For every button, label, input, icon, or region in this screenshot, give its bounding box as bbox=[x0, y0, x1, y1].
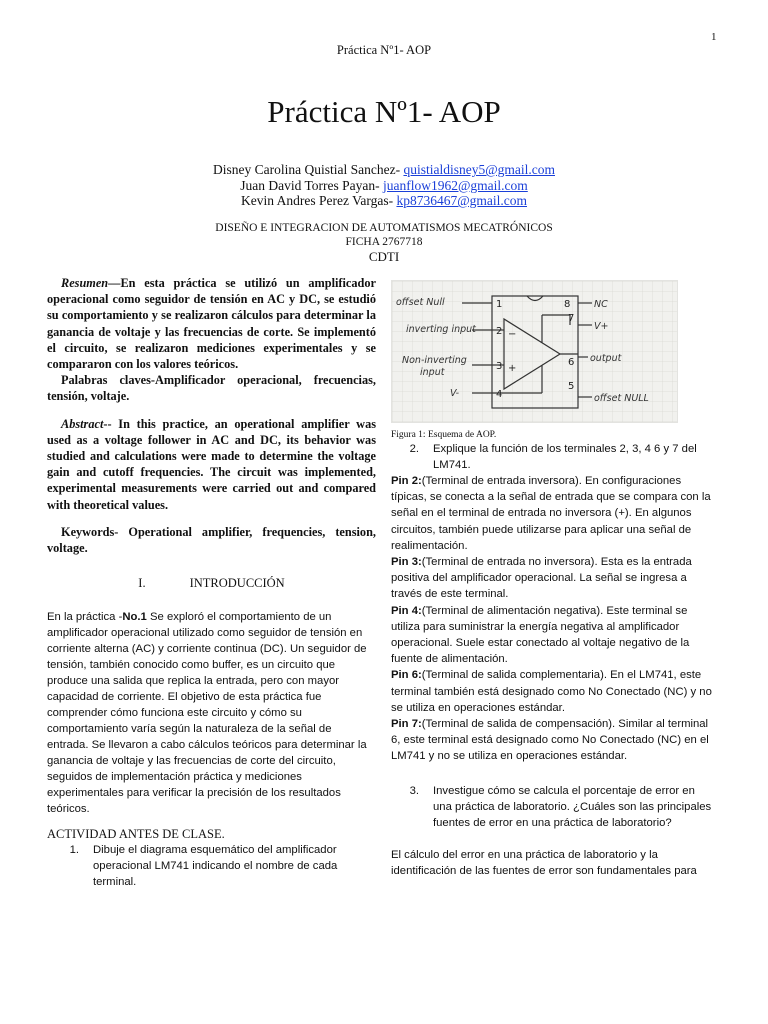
plus-sign: + bbox=[508, 363, 517, 374]
institution: CDTI bbox=[368, 249, 400, 264]
pin-6-number: 6 bbox=[568, 357, 575, 368]
pin-1-number: 1 bbox=[496, 299, 503, 310]
paper-title: Práctica Nº1- AOP bbox=[267, 94, 501, 129]
pin-7-number: 7 bbox=[568, 313, 575, 324]
pin-description: Pin 3:(Terminal de entrada no inversora). Esta es la entrada positiva del amplificador operacional. La señal se ingresa a través de este terminal. bbox=[391, 556, 692, 601]
pin-8-number: 8 bbox=[564, 299, 571, 310]
pin-description: Pin 2:(Terminal de entrada inversora). En configuraciones típicas, se conecta a la señal de entrada que se compara con la señal en el terminal de entrada no inversora (+). En algunos circuitos, también puede utilizarse para aplicar una señal de realimentación. bbox=[391, 475, 711, 552]
keywords: Keywords- Operational amplifier, frequencies, tension, voltage. bbox=[47, 524, 376, 556]
label-nc: NC bbox=[594, 299, 608, 310]
running-header: Práctica Nº1- AOP bbox=[336, 43, 432, 57]
right-column bbox=[391, 280, 715, 879]
label-offset-null-left: offset Null bbox=[396, 297, 445, 308]
label-inverting-input: inverting input bbox=[406, 324, 476, 335]
label-v-minus: V- bbox=[450, 388, 460, 399]
author-line: Disney Carolina Quistial Sanchez- quistialdisney5@gmail.com bbox=[213, 162, 555, 177]
label-non-inverting-input: input bbox=[420, 367, 445, 378]
affiliation bbox=[0, 222, 768, 264]
resumen-paragraph: Resumen—En esta práctica se utilizó un amplificador operacional como seguidor de tensión en AC y DC, se estudió su comportamiento y se realizaron cálculos para determinar la ganancia de voltaje y las frecuencias de corte. Se implementó el circuito, se realizaron mediciones experimentales y se compararon con los valores teóricos. bbox=[47, 276, 376, 372]
page-number: 1 bbox=[711, 31, 717, 43]
pin-description: Pin 7:(Terminal de salida de compensación). Similar al terminal 6, este terminal está designado como No Conectado (NC) en el LM741 y no se utiliza en operaciones estándar. bbox=[391, 718, 709, 763]
label-non-inverting: Non-inverting bbox=[402, 355, 467, 366]
activity-heading: ACTIVIDAD ANTES DE CLASE. bbox=[47, 827, 225, 842]
resumen-label: Resumen bbox=[61, 276, 109, 290]
pin-description: Pin 6:(Terminal de salida complementaria). En el LM741, este terminal también está designado como No Conectado (NC) y no se utiliza en operaciones estándar. bbox=[391, 669, 712, 714]
palabras-claves: Palabras claves-Amplificador operacional, frecuencias, tensión, voltaje. bbox=[47, 373, 376, 404]
abstract-label: Abstract bbox=[61, 416, 104, 431]
author-line: Kevin Andres Perez Vargas- kp8736467@gmail.com bbox=[240, 193, 527, 208]
intro-paragraph: En la práctica -No.1 Se exploró el comportamiento de un amplificador operacional utilizado como seguidor de tensión en corriente alterna (AC) y corriente continua (DC). Un seguidor de tensión, también conocido como buffer, es un circuito que produce una salida que replica la entrada, pero con mayor capacidad de corriente. El objetivo de esta práctica fue comprender cómo funciona este circuito y cómo su comportamiento varía según la naturaleza de la señal de entrada. Se llevaron a cabo cálculos teóricos para determinar la ganancia de voltaje y las frecuencias de corte del circuito, seguidos de implementación práctica y mediciones experimentales para verificar la precisión de los resultados teóricos. bbox=[47, 611, 367, 816]
figure-caption: Figura 1: Esquema de AOP. bbox=[391, 430, 497, 440]
abstract-paragraph: Abstract-- In this practice, an operational amplifier was used as a voltage follower in AC and DC, its behavior was studied and calculations were made to determine the voltage gain and cutoff frequencies. The circuit was implemented, experimental measurements were carried out and compared with theoretical values. bbox=[47, 416, 376, 512]
author-email-link[interactable]: kp8736467@gmail.com bbox=[396, 193, 527, 208]
label-v-plus: V+ bbox=[594, 321, 609, 332]
pin-description: Pin 4:(Terminal de alimentación negativa). Este terminal se utiliza para suministrar la energía negativa al amplificador operacional. Suele estar conectado al voltaje negativo de la fuente de alimentación. bbox=[391, 604, 690, 666]
minus-sign: − bbox=[508, 329, 517, 340]
pin-4-number: 4 bbox=[496, 389, 503, 400]
course-name: DISEÑO E INTEGRACION DE AUTOMATISMOS MECATRÓNICOS bbox=[215, 222, 553, 234]
label-output: output bbox=[590, 353, 622, 364]
aop-schematic-figure bbox=[391, 280, 678, 423]
author-email-link[interactable]: juanflow1962@gmail.com bbox=[382, 177, 528, 193]
list-item: 1. Dibuje el diagrama esquemático del amplificador operacional LM741 indicando el nombre de cada terminal. bbox=[69, 844, 338, 889]
section-heading: I. INTRODUCCIÓN bbox=[138, 576, 285, 591]
author-list bbox=[0, 162, 768, 209]
pin-5-number: 5 bbox=[568, 381, 575, 392]
error-paragraph: El cálculo del error en una práctica de laboratorio y la identificación de las fuentes de error son fundamentales para bbox=[391, 848, 697, 877]
pin-3-number: 3 bbox=[496, 361, 503, 372]
list-item: 3. Investigue cómo se calcula el porcentaje de error en una práctica de laboratorio. ¿Cuáles son las principales fuentes de error en una práctica de laboratorio? bbox=[409, 784, 712, 829]
ficha: FICHA 2767718 bbox=[345, 235, 423, 248]
author-email-link[interactable]: quistialdisney5@gmail.com bbox=[403, 162, 555, 177]
author-line: Juan David Torres Payan- juanflow1962@gmail.com bbox=[240, 177, 528, 193]
list-item: 2. Explique la función de los terminales 2, 3, 4 6 y 7 del LM741. bbox=[409, 443, 697, 471]
op-amp-pinout-drawing bbox=[392, 281, 677, 422]
label-offset-null-right: offset NULL bbox=[594, 393, 649, 404]
left-column bbox=[47, 275, 376, 890]
pin-2-number: 2 bbox=[496, 326, 503, 337]
